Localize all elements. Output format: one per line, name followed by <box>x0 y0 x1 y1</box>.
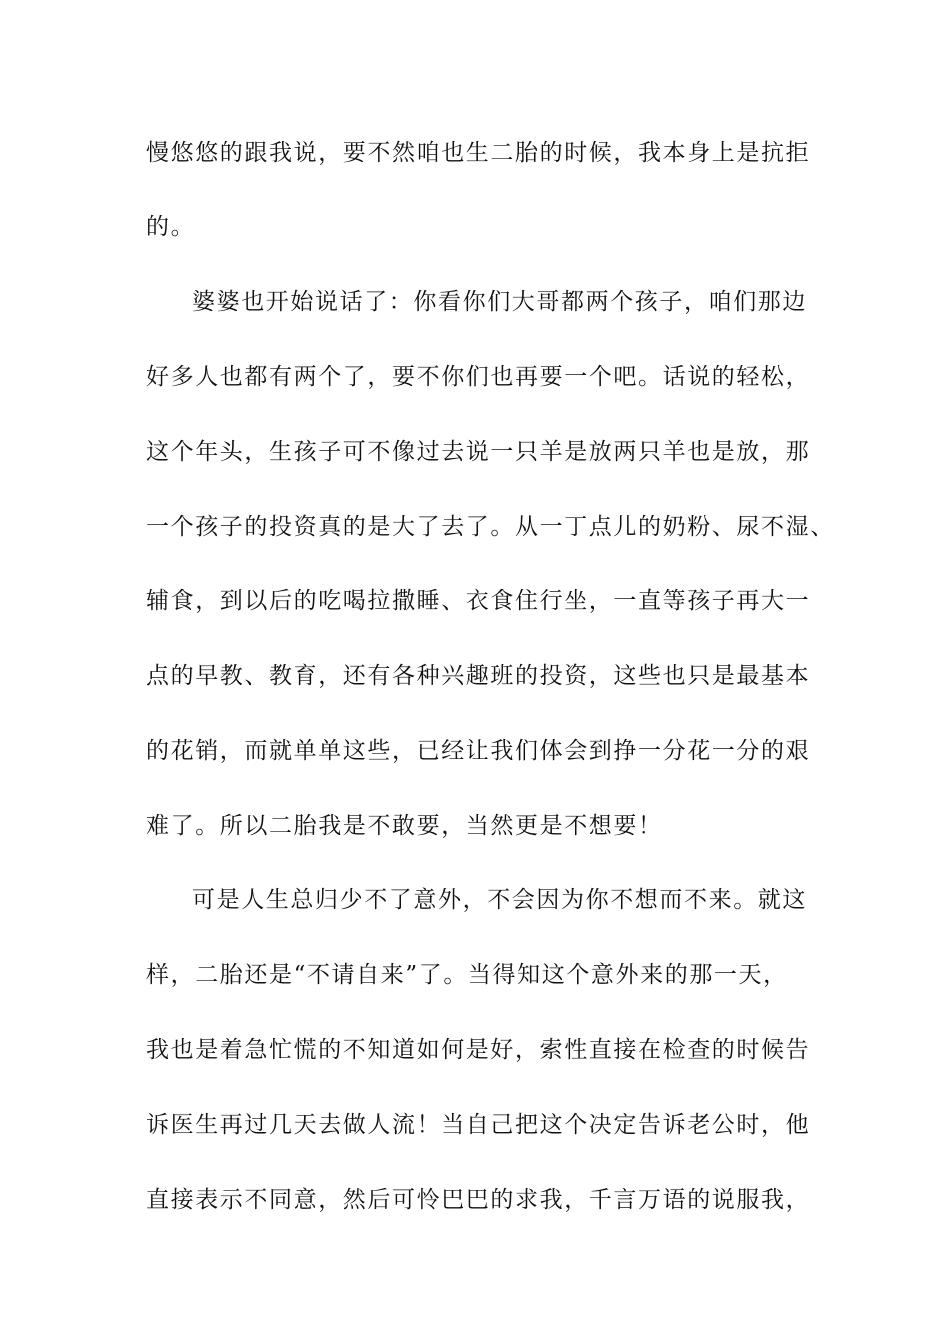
paragraph-first-line: 可是人生总归少不了意外，不会因为你不想而不来。就这 <box>192 887 807 913</box>
paragraph-first-line: 婆婆也开始说话了：你看你们大哥都两个孩子，咱们那边 <box>192 289 807 315</box>
text-line: 我也是着急忙慌的不知道如何是好，索性直接在检查的时候告 <box>146 1037 811 1063</box>
text-line: 点的早教、教育，还有各种兴趣班的投资，这些也只是最基本 <box>146 663 811 689</box>
text-line: 直接表示不同意，然后可怜巴巴的求我，千言万语的说服我， <box>146 1187 811 1213</box>
text-line: 的花销，而就单单这些，已经让我们体会到挣一分花一分的艰 <box>146 738 811 764</box>
text-line: 难了。所以二胎我是不敢要，当然更是不想要！ <box>146 813 663 839</box>
text-line: 辅食，到以后的吃喝拉撒睡、衣食住行坐，一直等孩子再大一 <box>146 588 811 614</box>
text-line: 一个孩子的投资真的是大了去了。从一丁点儿的奶粉、尿不湿、 <box>146 514 835 540</box>
text-line: 诉医生再过几天去做人流！当自己把这个决定告诉老公时，他 <box>146 1112 811 1138</box>
text-line: 这个年头，生孩子可不像过去说一只羊是放两只羊也是放，那 <box>146 439 811 465</box>
text-line: 好多人也都有两个了，要不你们也再要一个吧。话说的轻松， <box>146 364 811 390</box>
text-line: 慢悠悠的跟我说，要不然咱也生二胎的时候，我本身上是抗拒 <box>146 140 811 166</box>
text-line: 样，二胎还是“不请自来”了。当得知这个意外来的那一天， <box>146 962 788 988</box>
text-line: 的。 <box>146 214 196 240</box>
